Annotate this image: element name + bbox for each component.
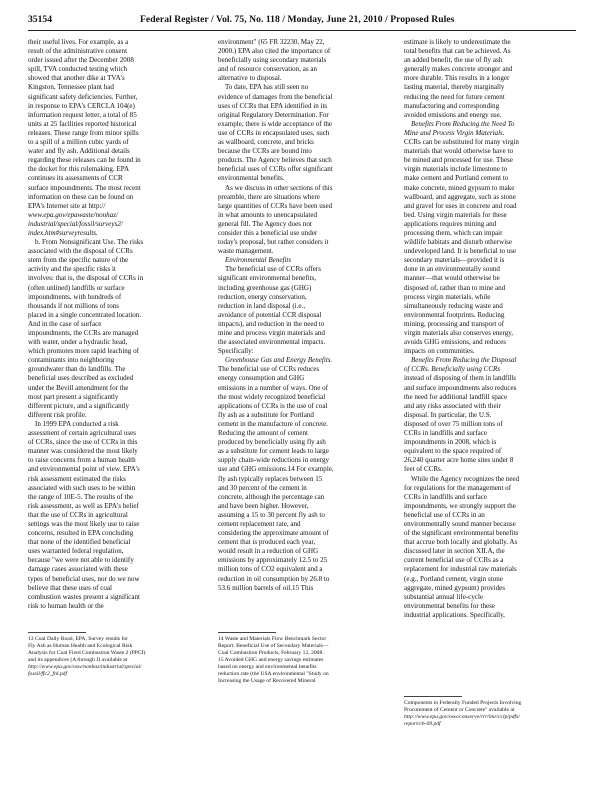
text-line: activity and the specific risks it — [28, 265, 116, 274]
text-line: total benefits that can be achieved. As — [404, 47, 511, 56]
text-line: disposed of over 75 million tons of — [404, 419, 503, 428]
text-line: the associated environmental impacts. — [218, 338, 326, 347]
text-line: (e.g., Portland cement, virgin stone — [404, 574, 503, 583]
text-line: To date, EPA has still seen no — [225, 83, 309, 92]
text-line: Benefits From Reducing the Need To — [411, 119, 515, 128]
text-line: uses warranted federal regulation, — [28, 547, 124, 556]
text-line: impoundments, the CCRs are managed — [28, 329, 139, 337]
text-line: information on these can be found on — [28, 192, 134, 201]
text-line: thousands if not millions of tons — [28, 301, 120, 310]
text-line: concrete, although the percentage can — [218, 492, 325, 501]
footnote-line: 14 Waste and Materials Flow Benchmark Sector — [218, 636, 327, 642]
text-line: secondary materials—provided it is — [404, 256, 505, 265]
text-line: with water, under a hydraulic head, — [28, 338, 128, 347]
text-line: industrial/special/fossil/surveys2/ — [28, 219, 123, 228]
text-line: environment" (65 FR 32230, May 22, — [218, 38, 325, 46]
page-number: 35154 — [28, 14, 52, 25]
text-line: use and GHG emissions.14 For example, — [218, 465, 334, 474]
text-line: 53.6 million barrels of oil.15 This — [218, 583, 314, 592]
text-line: alternative to disposal. — [218, 74, 282, 83]
text-line: reduction, energy conservation, — [218, 292, 307, 301]
text-line: that none of the identified beneficial — [28, 538, 131, 547]
text-line: mining, processing and transport of — [404, 319, 505, 328]
text-line: damage cases associated with these — [28, 565, 128, 574]
text-line: that accrue both locally and globally. As — [404, 538, 518, 547]
text-line: and 30 percent of the cement in — [218, 483, 307, 492]
text-line: risk assessment estimated the risks — [28, 474, 126, 483]
text-line: impacts), and reduction in the need to — [218, 319, 325, 328]
text-line: www.epa.gov/epawaste/nonhaz/ — [28, 210, 118, 219]
text-line: cement that is produced each year, — [218, 538, 316, 547]
footnotes-column-3 — [404, 700, 578, 728]
text-line: that the use of CCRs in agricultural — [28, 510, 128, 519]
text-line: contaminants into neighboring — [28, 356, 115, 365]
footnote-line: Analysis for Coal Fired Combustion Waste 2 (PPCI) — [28, 650, 146, 656]
text-line: settings was the most likely use to raise — [28, 519, 140, 528]
text-line: make concrete, mined gypsum to make — [404, 183, 515, 192]
text-line: supply chain-wide reductions in energy — [218, 456, 330, 465]
text-line: in response to EPA's CERCLA 104(e) — [28, 101, 135, 110]
text-line: wallboard, and aggregate, such as stone — [404, 192, 516, 201]
text-line: their useful lives. For example, as a — [28, 38, 129, 46]
footnote-line: reduction rate (the USA environmental "Study on — [218, 671, 329, 677]
text-line: involves: that is, the disposal of CCRs in — [28, 274, 144, 283]
text-line: and gravel for uses in concrete and road — [404, 201, 517, 210]
text-line: CCRs can be substituted for many virgin — [404, 138, 519, 147]
text-line: example, there is wide acceptance of the — [218, 119, 333, 128]
footnote-line: Report: Beneficial Use of Secondary Materials— — [218, 643, 329, 649]
footnote-line: Increasing the Usage of Recovered Mineral — [218, 678, 316, 684]
text-line: replacement for industrial raw materials — [404, 565, 517, 574]
text-line: today's proposal, but rather considers it — [218, 238, 329, 247]
text-line: energy consumption and GHG — [218, 374, 305, 383]
text-line: Benefits From Reducing the Disposal — [411, 356, 517, 365]
text-line: avoidance of potential CCR disposal — [218, 310, 322, 319]
text-line: stem from the specific nature of the — [28, 256, 129, 265]
text-line: cement in the manufacture of concrete. — [218, 419, 328, 428]
text-line: Reducing the amount of cement — [218, 429, 309, 438]
text-line: The beneficial use of CCRs reduces — [218, 365, 320, 374]
text-line: of CCRs, since the use of CCRs in this — [28, 438, 138, 447]
text-line: disposal. In particular, the U.S. — [404, 410, 492, 419]
text-line: beneficial use of CCRs in an — [404, 510, 485, 519]
text-line: the need for additional landfill space — [404, 392, 508, 401]
running-head: Federal Register / Vol. 75, No. 118 / Monday, June 21, 2010 / Proposed Rules — [140, 14, 455, 25]
text-line: bed. Using virgin materials for these — [404, 210, 507, 219]
text-line: environmental footprints. Reducing — [404, 310, 505, 319]
text-line: types of beneficial uses, nor do we now — [28, 574, 140, 583]
text-line: result of the administrative consent — [28, 47, 128, 56]
column-3 — [404, 38, 578, 620]
column-2 — [218, 38, 392, 593]
text-line: discussed later in section XII.A, the — [404, 547, 505, 556]
text-line: including greenhouse gas (GHG) — [218, 283, 312, 292]
text-line: lasting material, thereby marginally — [404, 83, 505, 92]
text-line: believe that these uses of coal — [28, 583, 112, 592]
text-line: manufacturing and corresponding — [404, 101, 500, 110]
page-header — [28, 14, 576, 28]
text-line: to raise concerns from a human health — [28, 456, 136, 465]
text-line: concerns, resulted in EPA concluding — [28, 529, 134, 538]
text-line: and have been higher. However, — [218, 501, 309, 510]
text-line: different picture, and a significantly — [28, 401, 130, 410]
text-line: emissions by approximately 12.5 to 25 — [218, 556, 328, 565]
text-line: applications of CCRs is the use of coal — [218, 401, 328, 410]
text-line: assuming a 15 to 30 percent fly ash to — [218, 510, 325, 519]
footnote-line: Coal Combustion Products, February 12, 2008. — [218, 650, 324, 656]
text-line: impoundments, with hundreds of — [28, 292, 122, 301]
text-line: Mine and Process Virgin Materials. — [404, 128, 505, 137]
text-line: 2000.) EPA also cited the importance of — [218, 47, 331, 56]
text-line: manner was considered the most likely — [28, 447, 138, 456]
text-line: the most widely recognized beneficial — [218, 392, 326, 401]
text-line: current beneficial use of CCRs as a — [404, 556, 504, 565]
text-line: order issued after the December 2008 — [28, 56, 134, 65]
text-line: large quantities of CCRs have been used — [218, 201, 333, 210]
text-line: While the Agency recognizes the need — [411, 474, 520, 483]
footnote-line: http://www.epa.gov/osw/conserve/rrr/imr/cclp/pdfs/ — [404, 714, 520, 720]
text-line: feet of CCRs. — [404, 465, 443, 474]
text-line: the range of 10E-5. The results of the — [28, 492, 134, 501]
text-line: impoundments, we strongly support the — [404, 501, 516, 510]
text-line: reduction in oil consumption by 26.8 to — [218, 574, 330, 583]
text-line: be mined and processed for use. These — [404, 156, 513, 165]
text-line: surface impoundments. The most recent — [28, 183, 141, 192]
text-line: water and fly ash. Additional details — [28, 147, 130, 156]
column-1 — [28, 38, 202, 611]
footnote-rule-1 — [28, 632, 86, 633]
text-line: beneficial uses described as excluded — [28, 374, 134, 383]
footnote-line: based on energy and environmental benefits — [218, 664, 317, 670]
text-line: applications requires mining and — [404, 219, 497, 228]
text-line: evidence of damages from the beneficial — [218, 92, 333, 101]
text-line: 26,240 quarter acre home sites under 8 — [404, 456, 514, 465]
text-line: beneficially using secondary materials — [218, 56, 327, 65]
text-line: and of resource conservation, as an — [218, 65, 318, 74]
text-line: aggregate, mined gypsum) provides — [404, 583, 505, 592]
text-line: which promotes more rapid leaching of — [28, 347, 139, 356]
footnotes-column-1 — [28, 636, 202, 678]
text-line: products. The Agency believes that such — [218, 156, 332, 165]
footnote-line: and its appendices (A through J) available at — [28, 657, 128, 663]
text-line: Specifically: — [218, 347, 254, 356]
footnote-line: Procurement of Cement or Concrete" available at — [404, 707, 515, 713]
text-line: manner—that would otherwise be — [404, 274, 500, 283]
text-line: of the significant environmental benefits — [404, 529, 519, 538]
text-line: releases. These range from minor spills — [28, 128, 139, 137]
text-line: in what amounts to unencapsulated — [218, 210, 318, 219]
text-line: consider this a beneficial use under — [218, 228, 318, 237]
text-line: use of CCRs in encapsulated uses, such — [218, 128, 330, 137]
text-line: industrial applications. Specifically, — [404, 610, 505, 619]
text-line: CCRs in landfills and surface — [404, 492, 487, 501]
text-line: The beneficial use of CCRs offers — [225, 265, 321, 274]
text-line: because "we were not able to identify — [28, 556, 134, 565]
text-line: units at 25 facilities reported historical — [28, 119, 137, 128]
text-line: instead of disposing of them in landfills — [404, 374, 516, 383]
text-line: risk to human health or the — [28, 601, 104, 610]
text-line: the docket for this rulemaking. EPA — [28, 165, 130, 174]
text-line: risk assessment, as well as EPA's belief — [28, 501, 139, 510]
text-line: most part present a significantly — [28, 392, 119, 401]
text-line: as wallboard, concrete, and bricks — [218, 138, 314, 147]
text-line: original Regulatory Determination. For — [218, 110, 329, 119]
footnote-line: http://www.epa.gov/osw/nonhaz/industrial/special/ — [28, 664, 142, 670]
text-line: regarding these releases can be found in — [28, 156, 141, 165]
header-rule — [28, 30, 576, 31]
text-line: an added benefit, the use of fly ash — [404, 56, 503, 65]
text-line: index.htm#surveyresults. — [28, 228, 98, 237]
text-line: estimate is likely to underestimate the — [404, 38, 511, 46]
text-line: preamble, there are situations where — [218, 192, 320, 201]
text-line: CCRs in landfills and surface — [404, 429, 487, 438]
text-line: environmentally sound manner because — [404, 519, 516, 528]
text-line: process virgin materials, while — [404, 292, 491, 301]
text-line: environmental benefits. — [218, 174, 285, 183]
text-line: wildlife habitats and disturb otherwise — [404, 238, 513, 247]
text-line: beneficial uses of CCRs offer significant — [218, 165, 333, 174]
text-line: significant environmental benefits, — [218, 274, 317, 283]
text-line: information request letter, a total of 85 — [28, 110, 137, 119]
text-line: avoided emissions and energy use. — [404, 110, 502, 119]
text-line: Kingston, Tennessee plant had — [28, 83, 114, 92]
text-line: and surface impoundments also reduces — [404, 383, 517, 392]
text-line: general fill. The Agency does not — [218, 219, 312, 228]
text-line: more durable. This results in a longer — [404, 74, 510, 83]
text-line: Greenhouse Gas and Energy Benefits. — [225, 356, 333, 365]
text-line: virgin materials also conserves energy, — [404, 329, 514, 337]
text-line: mine and process virgin materials and — [218, 329, 325, 337]
text-line: because the CCRs are bound into — [218, 147, 312, 156]
text-line: and environmental point of view. EPA's — [28, 465, 140, 474]
text-line: And in the case of surface — [28, 319, 102, 328]
text-line: reducing the need for future cement — [404, 92, 505, 101]
text-line: In 1999 EPA conducted a risk — [35, 419, 119, 428]
text-line: different risk profile. — [28, 410, 87, 419]
text-line: uses of CCRs that EPA identified in its — [218, 101, 328, 110]
text-line: make cement and Portland cement to — [404, 174, 509, 183]
text-line: done in an environmentally sound — [404, 265, 500, 274]
text-line: EPA's Internet site at http:// — [28, 201, 106, 210]
footnote-rule-3 — [404, 696, 462, 697]
text-line: to a spill of a million cubic yards of — [28, 138, 129, 147]
text-line: cement replacement rate, and — [218, 519, 301, 528]
text-line: groundwater than do landfills. The — [28, 365, 126, 374]
text-line: undeveloped land. It is beneficial to use — [404, 247, 517, 256]
text-line: impoundments in 2008, which is — [404, 438, 497, 447]
text-line: Environmental Benefits — [225, 256, 292, 265]
text-line: waste management. — [218, 247, 274, 256]
text-line: placed in a single concentrated location. — [28, 310, 142, 319]
text-line: fly ash as a substitute for Portland — [218, 410, 314, 419]
text-line: materials that would otherwise have to — [404, 147, 513, 156]
text-line: significant safety deficiencies. Further, — [28, 92, 138, 101]
text-line: for regulations for the management of — [404, 483, 512, 492]
text-line: equivalent to the space required of — [404, 447, 502, 456]
text-line: (often unlined) landfills or surface — [28, 283, 125, 292]
text-line: disposed of, rather than to mine and — [404, 283, 506, 292]
text-line: would result in a reduction of GHG — [218, 547, 319, 556]
text-line: impacts on communities. — [404, 347, 475, 356]
footnote-line: Components in Federally Funded Projects Involving — [404, 700, 522, 706]
footnote-line: fossil/ffc2_fnl.pdf — [28, 671, 68, 677]
footnote-rule-2 — [218, 632, 276, 633]
text-line: simultaneously reducing waste and — [404, 301, 503, 310]
text-line: assessment of certain agricultural uses — [28, 429, 137, 438]
text-line: considering the approximate amount of — [218, 529, 329, 538]
text-line: and any risks associated with their — [404, 401, 501, 410]
text-line: of CCRs. Beneficially using CCRs — [404, 365, 501, 374]
text-line: showed that another dike at TVA's — [28, 74, 125, 83]
text-line: generally makes concrete stronger and — [404, 65, 513, 74]
text-line: emissions in a number of ways. One of — [218, 383, 328, 392]
text-line: reduction in land disposal (i.e., — [218, 301, 306, 310]
text-line: b. From Nonsignificant Use. The risks — [35, 238, 144, 247]
footnote-line: report/ch-09.pdf — [404, 721, 441, 727]
footnote-line: Fly Ash as Human Health and Ecological Risk — [28, 643, 133, 649]
text-line: substantial annual life-cycle — [404, 592, 484, 601]
text-line: avoids GHG emissions, and reduces — [404, 338, 506, 347]
text-line: virgin materials include limestone to — [404, 165, 508, 174]
text-line: produced by beneficially using fly ash — [218, 438, 326, 447]
footnote-line: 15 Avoided GHG and energy savings estimates — [218, 657, 324, 663]
footnote-line: 13 Coal Daily Road, EPA, Survey results for — [28, 636, 129, 642]
footnotes-column-2 — [218, 636, 392, 685]
text-line: under the Bevill amendment for the — [28, 383, 129, 392]
text-line: associated with such uses to be within — [28, 483, 136, 492]
text-line: processing them, which can impair — [404, 228, 503, 237]
text-line: fly ash typically replaces between 15 — [218, 474, 323, 483]
text-line: spill, TVA conducted testing which — [28, 65, 127, 74]
text-line: as a substitute for cement leads to large — [218, 447, 329, 456]
text-line: combustion wastes present a significant — [28, 592, 140, 601]
text-line: million tons of CO2 equivalent and a — [218, 565, 323, 574]
text-line: continues its assessments of CCR — [28, 174, 123, 183]
text-line: environmental benefits for these — [404, 601, 495, 610]
text-line: As we discuss in other sections of this — [225, 183, 333, 192]
text-line: associated with the disposal of CCRs — [28, 247, 133, 256]
